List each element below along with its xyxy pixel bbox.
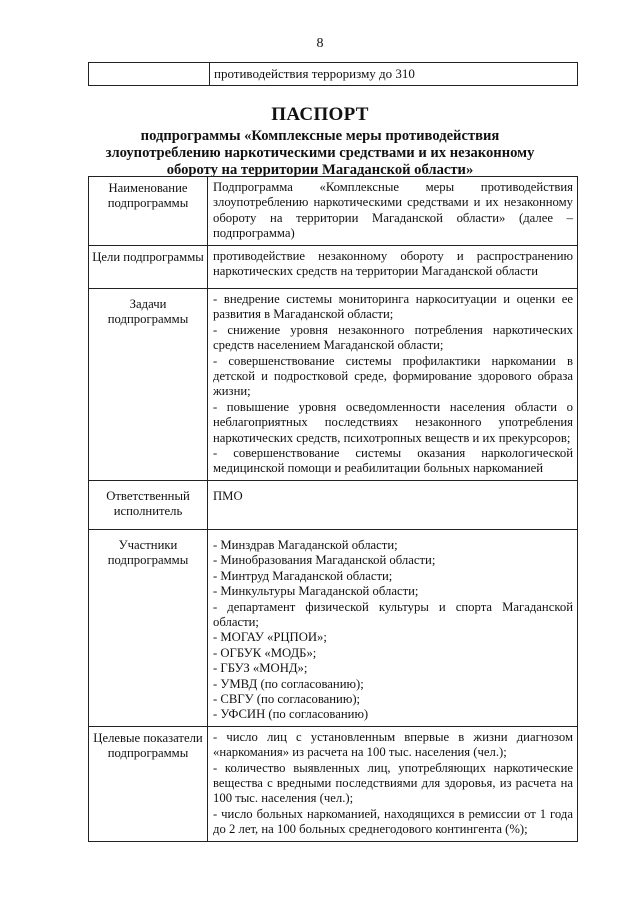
list-item: - число больных наркоманией, находящихся в ремиссии от 1 года до 2 лет, на 100 больных среднегодового контингента (%); bbox=[213, 806, 573, 837]
list-item: - количество выявленных лиц, употребляющих наркотические вещества с вредными последствиями для здоровья, из расчета на 100 тыс. населения (чел.); bbox=[213, 760, 573, 806]
table-row-tasks bbox=[89, 289, 578, 481]
table-row-indicators bbox=[89, 726, 578, 841]
table-row-goals bbox=[89, 246, 578, 289]
row-label: Задачи подпрограммы bbox=[89, 289, 208, 481]
row-value bbox=[208, 529, 578, 726]
table-row-name bbox=[89, 177, 578, 246]
table-row bbox=[89, 63, 578, 86]
list-item: - внедрение системы мониторинга наркоситуации и оценки ее развития в Магаданской области; bbox=[213, 292, 573, 322]
list-item: - совершенствование системы оказания наркологической медицинской помощи и реабилитации больных наркоманией bbox=[213, 446, 573, 476]
list-item: - Минздрав Магаданской области; bbox=[213, 537, 398, 552]
list-item: - число лиц с установленным впервые в жизни диагнозом «наркомания» из расчета на 100 тыс. населения (чел.); bbox=[213, 729, 573, 760]
document-subtitle bbox=[0, 128, 640, 179]
list-item: - Минтруд Магаданской области; bbox=[213, 568, 393, 583]
row-label: Ответственный исполнитель bbox=[89, 480, 208, 529]
list-item: - МОГАУ «РЦПОИ»; bbox=[213, 630, 327, 645]
row-value bbox=[208, 289, 578, 481]
row-value bbox=[208, 726, 578, 841]
passport-table bbox=[88, 176, 578, 842]
list-item: - ГБУЗ «МОНД»; bbox=[213, 661, 308, 676]
continuation-cell: противодействия терроризму до 310 bbox=[210, 63, 578, 86]
empty-cell bbox=[89, 63, 210, 86]
subtitle-line: злоупотреблению наркотическими средствами и их незаконному bbox=[105, 145, 535, 161]
row-value: ПМО bbox=[208, 480, 578, 529]
row-label: Участники подпрограммы bbox=[89, 529, 208, 726]
row-label: Цели подпрограммы bbox=[89, 246, 208, 289]
list-item: - департамент физической культуры и спорта Магаданской области; bbox=[213, 599, 573, 629]
row-value: Подпрограмма «Комплексные меры противодействия злоупотреблению наркотическими средствами и их незаконному обороту на территории Магаданской области» (далее – подпрограмма) bbox=[208, 177, 578, 246]
continuation-table bbox=[88, 62, 578, 86]
page-number: 8 bbox=[316, 36, 324, 51]
list-item: - снижение уровня незаконного потребления наркотических средств населением Магаданской области; bbox=[213, 322, 573, 353]
list-item: - СВГУ (по согласованию); bbox=[213, 691, 361, 706]
table-row-responsible bbox=[89, 480, 578, 529]
list-item: - Минобразования Магаданской области; bbox=[213, 553, 436, 568]
document-title: ПАСПОРТ bbox=[271, 104, 369, 125]
subtitle-line: обороту на территории Магаданской области» bbox=[166, 162, 474, 178]
list-item: - повышение уровня осведомленности населения области о неблагоприятных последствиях незаконного употребления наркотических средств, психотропных веществ и их прекурсоров; bbox=[213, 399, 573, 445]
list-item: - Минкультуры Магаданской области; bbox=[213, 584, 419, 599]
subtitle-line: подпрограммы «Комплексные меры противодействия bbox=[140, 128, 500, 144]
list-item: - ОГБУК «МОДБ»; bbox=[213, 645, 317, 660]
row-label: Наименование подпрограммы bbox=[89, 177, 208, 246]
list-item: - совершенствование системы профилактики наркомании в детской и подростковой среде, формирование здорового образа жизни; bbox=[213, 353, 573, 399]
row-value: противодействие незаконному обороту и распространению наркотических средств на территории Магаданской области bbox=[208, 246, 578, 289]
table-row-participants bbox=[89, 529, 578, 726]
list-item: - УФСИН (по согласованию) bbox=[213, 707, 369, 722]
list-item: - УМВД (по согласованию); bbox=[213, 676, 364, 691]
row-label: Целевые показатели подпрограммы bbox=[89, 726, 208, 841]
